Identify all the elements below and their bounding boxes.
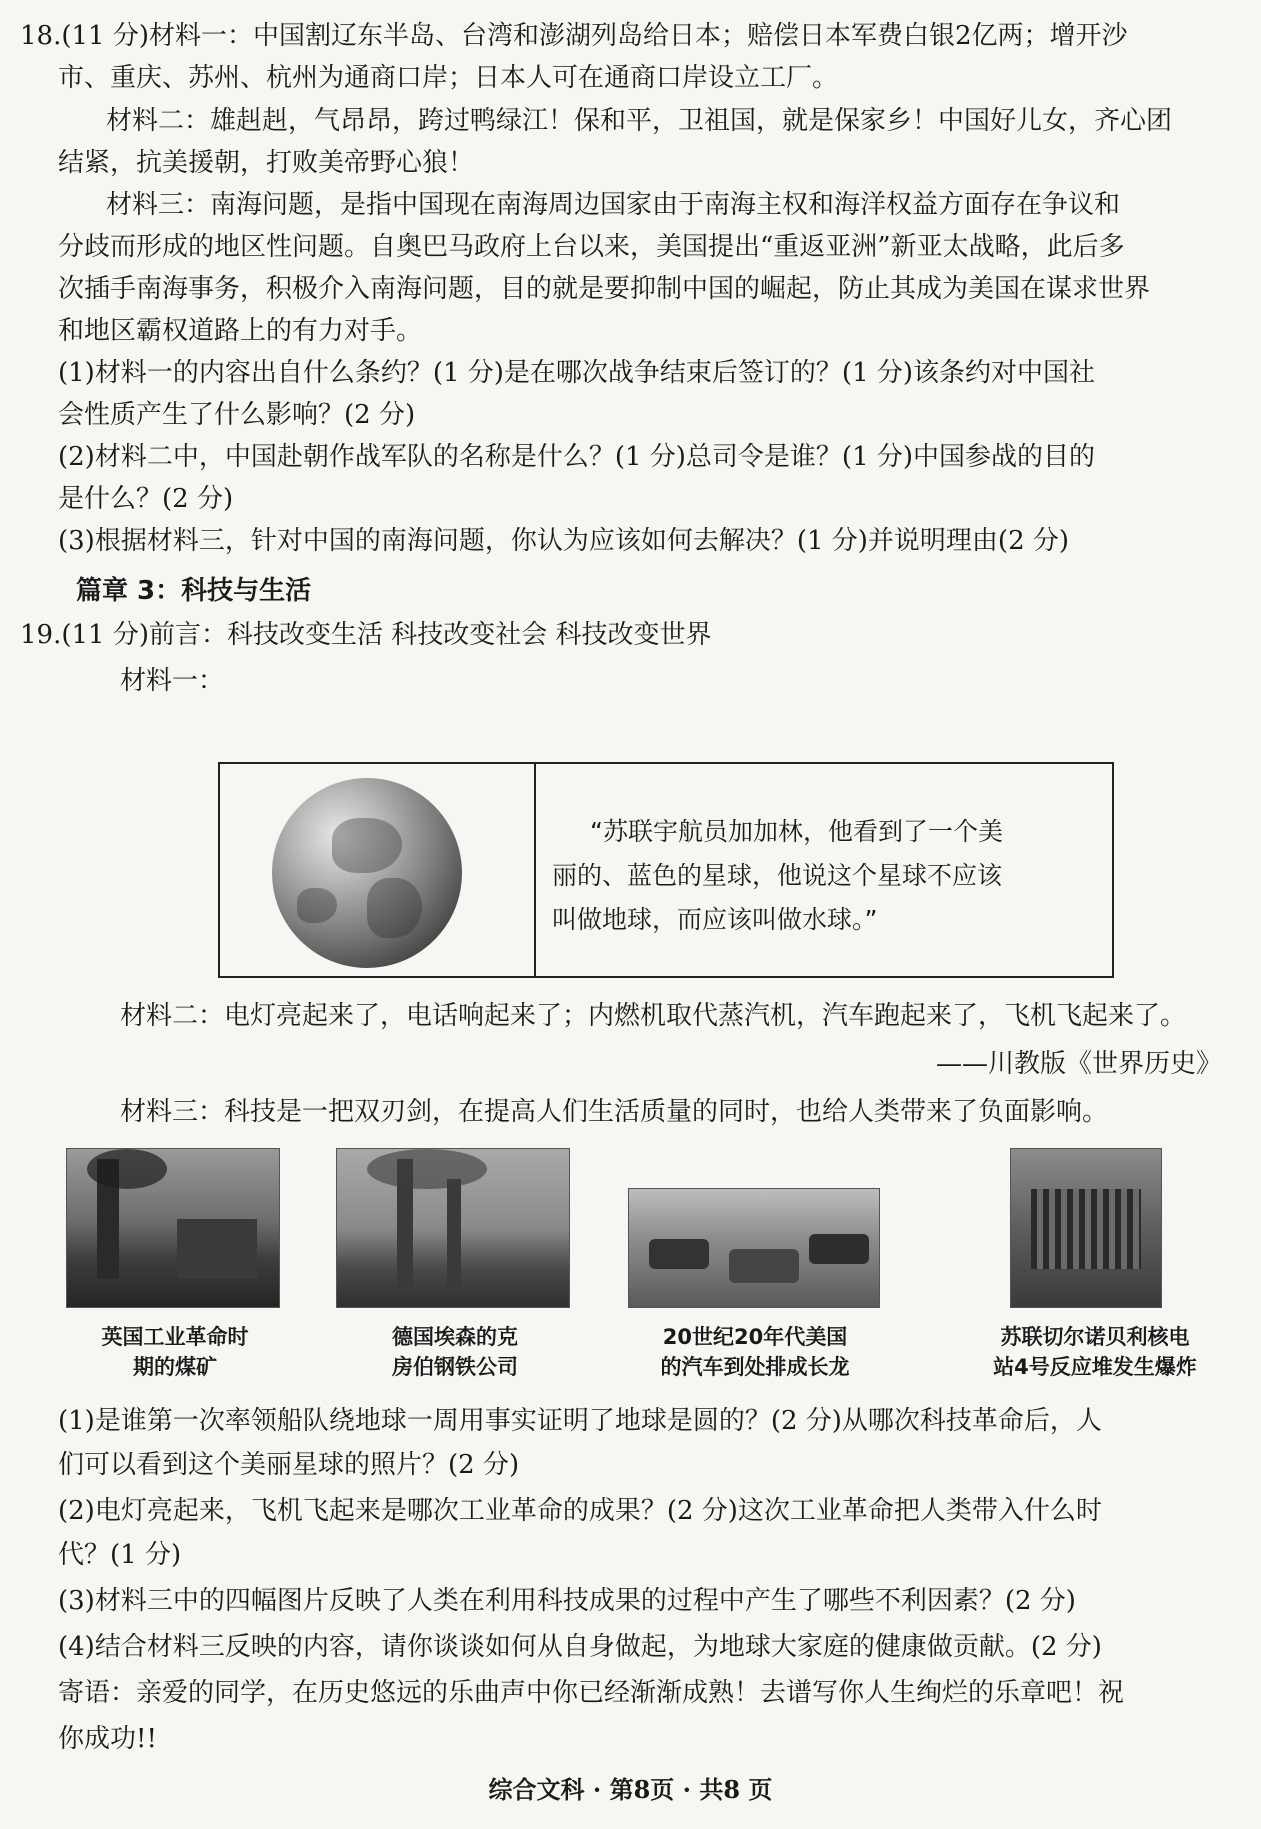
chernobyl-photo	[1010, 1148, 1162, 1308]
q18-question-2-line-1: (2)材料二中，中国赴朝作战军队的名称是什么？(1 分)总司令是谁？(1 分)中国参战的目的	[58, 442, 1096, 472]
q19-question-1-line-2: 们可以看到这个美丽星球的照片？(2 分)	[58, 1450, 520, 1480]
q19-material-2-source: ——川教版《世界历史》	[936, 1049, 1223, 1079]
photo-caption-4: 苏联切尔诺贝利核电 站4号反应堆发生爆炸	[993, 1325, 1197, 1379]
photo-caption-1: 英国工业革命时 期的煤矿	[101, 1325, 249, 1379]
q18-material-3-line-3: 次插手南海事务，积极介入南海问题，目的就是要抑制中国的崛起，防止其成为美国在谋求世界	[58, 274, 1151, 304]
closing-message-line-2: 你成功!!	[58, 1724, 157, 1754]
q19-material-1-label: 材料一：	[120, 666, 225, 696]
q19-question-3: (3)材料三中的四幅图片反映了人类在利用科技成果的过程中产生了哪些不利因素？(2 分)	[58, 1586, 1076, 1616]
q19-question-4: (4)结合材料三反映的内容，请你谈谈如何从自身做起，为地球大家庭的健康做贡献。(2 分)	[58, 1632, 1102, 1662]
earth-globe-image	[272, 778, 462, 968]
q18-material-2-line-2: 结紧，抗美援朝，打败美帝野心狼！	[58, 148, 475, 178]
closing-message-line-1: 寄语：亲爱的同学，在历史悠远的乐曲声中你已经渐渐成熟！去谱写你人生绚烂的乐章吧！祝	[58, 1678, 1125, 1708]
q18-material-1-line-1: 18.(11 分)材料一：中国割辽东半岛、台湾和澎湖列岛给日本；赔偿日本军费白银2亿两；增开沙	[20, 21, 1128, 51]
gagarin-quote-line-1: “苏联宇航员加加林，他看到了一个美	[590, 817, 1003, 846]
photo-caption-2: 德国埃森的克 房伯钢铁公司	[392, 1325, 518, 1379]
frame-divider	[534, 764, 536, 976]
gagarin-quote-line-3: 叫做地球，而应该叫做水球。”	[552, 905, 878, 934]
material-1-frame	[218, 762, 1114, 978]
chapter-heading: 篇章 3：科技与生活	[76, 576, 312, 606]
traffic-jam-photo	[628, 1188, 880, 1308]
photo-caption-3: 20世纪20年代美国 的汽车到处排成长龙	[660, 1325, 850, 1379]
q18-material-3-line-2: 分歧而形成的地区性问题。自奥巴马政府上台以来，美国提出“重返亚洲”新亚太战略，此后多	[58, 232, 1125, 262]
page-footer: 综合文科 · 第8页 · 共8 页	[488, 1775, 773, 1804]
q18-material-3-line-4: 和地区霸权道路上的有力对手。	[58, 316, 423, 346]
q18-material-1-line-2: 市、重庆、苏州、杭州为通商口岸；日本人可在通商口岸设立工厂。	[58, 63, 839, 93]
q18-material-3-line-1: 材料三：南海问题，是指中国现在南海周边国家由于南海主权和海洋权益方面存在争议和	[106, 190, 1121, 220]
q19-material-3: 材料三：科技是一把双刃剑，在提高人们生活质量的同时，也给人类带来了负面影响。	[120, 1097, 1109, 1127]
q19-question-1-line-1: (1)是谁第一次率领船队绕地球一周用事实证明了地球是圆的？(2 分)从哪次科技革命后，人	[58, 1406, 1102, 1436]
q18-question-3: (3)根据材料三，针对中国的南海问题，你认为应该如何去解决？(1 分)并说明理由(2 分)	[58, 526, 1070, 556]
q18-question-1-line-2: 会性质产生了什么影响？(2 分)	[58, 400, 416, 430]
gagarin-quote-line-2: 丽的、蓝色的星球，他说这个星球不应该	[552, 861, 1003, 890]
coal-mine-photo	[66, 1148, 280, 1308]
q18-question-1-line-1: (1)材料一的内容出自什么条约？(1 分)是在哪次战争结束后签订的？(1 分)该条约对中国社	[58, 358, 1096, 388]
q19-material-2: 材料二：电灯亮起来了，电话响起来了；内燃机取代蒸汽机，汽车跑起来了，飞机飞起来了。	[120, 1001, 1187, 1031]
q18-question-2-line-2: 是什么？(2 分)	[58, 484, 234, 514]
q18-material-2-line-1: 材料二：雄赳赳，气昂昂，跨过鸭绿江！保和平，卫祖国，就是保家乡！中国好儿女，齐心团	[106, 106, 1173, 136]
q19-question-2-line-2: 代？(1 分)	[58, 1540, 182, 1570]
q19-question-2-line-1: (2)电灯亮起来，飞机飞起来是哪次工业革命的成果？(2 分)这次工业革命把人类带入什么时	[58, 1496, 1102, 1526]
steel-works-photo	[336, 1148, 570, 1308]
q19-intro: 19.(11 分)前言：科技改变生活 科技改变社会 科技改变世界	[20, 620, 712, 650]
